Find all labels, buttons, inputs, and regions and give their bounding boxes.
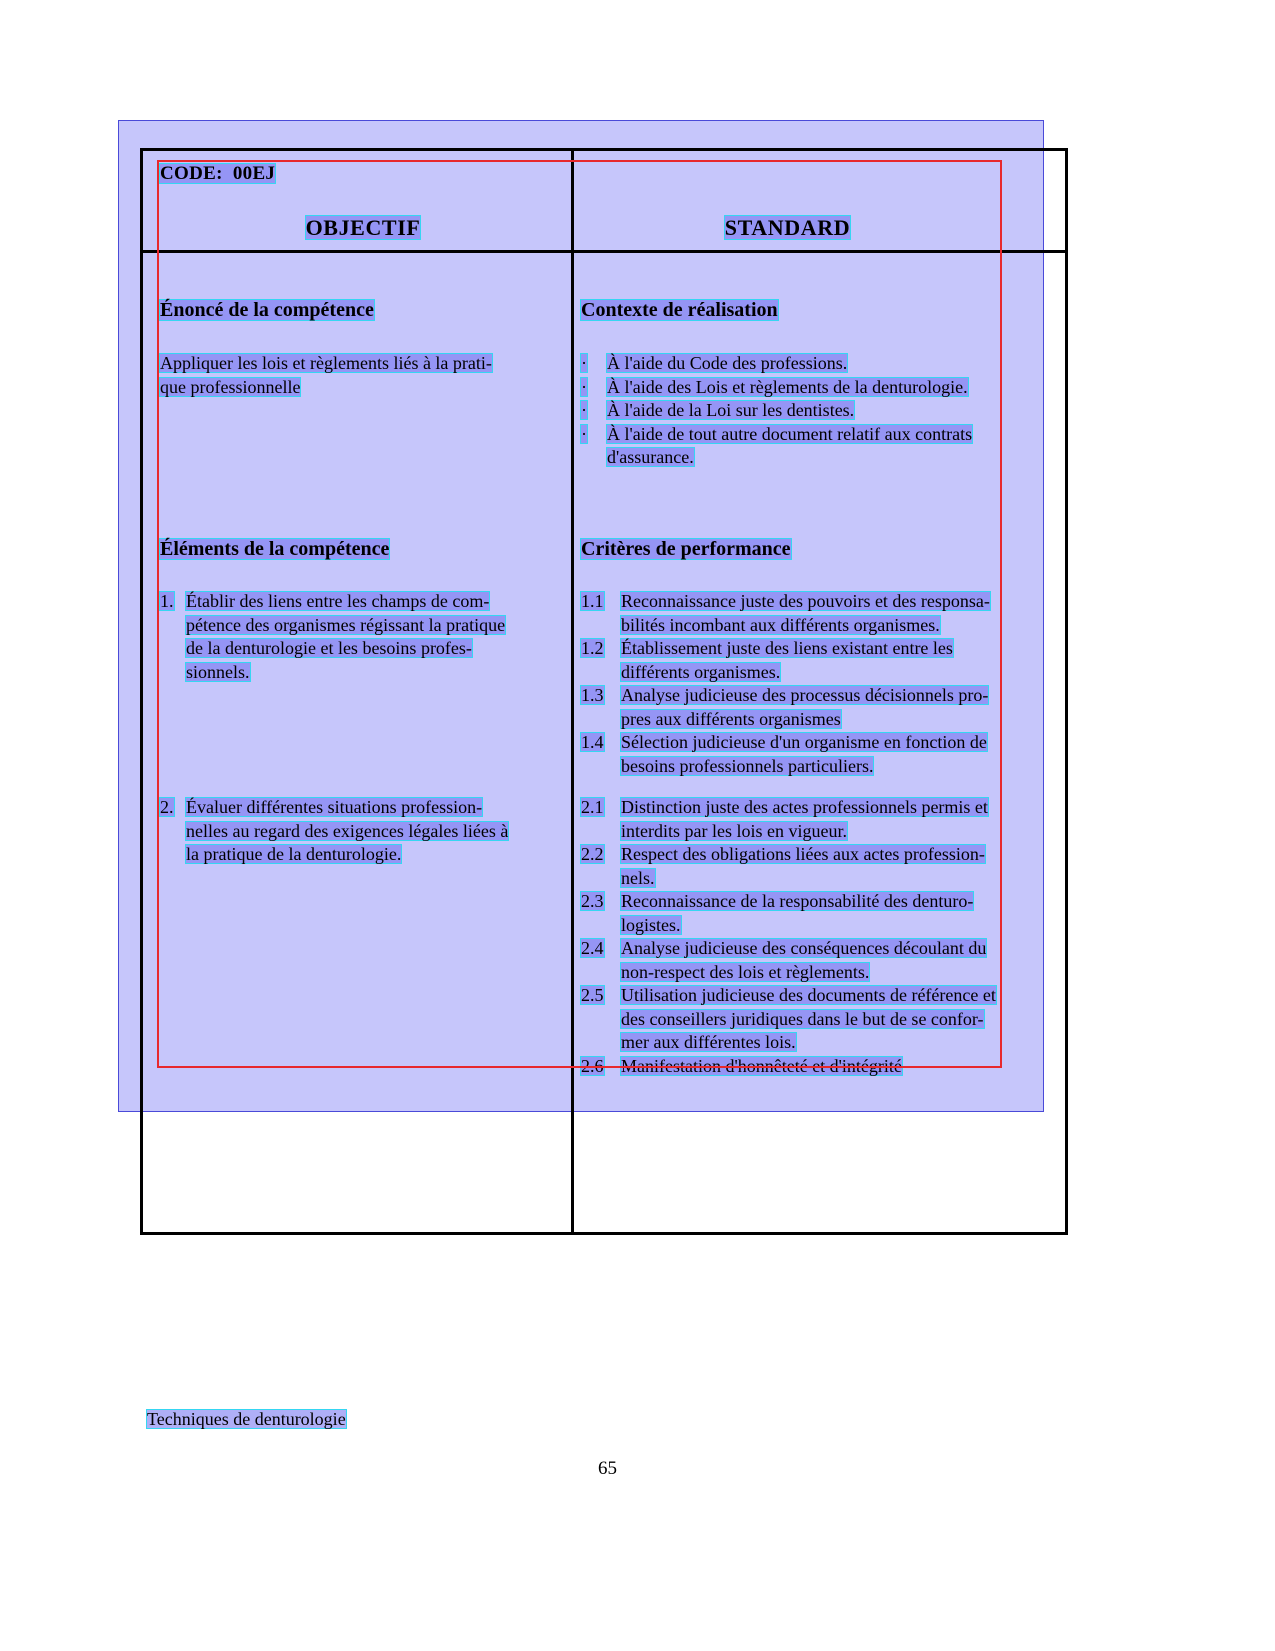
code-line: [159, 163, 276, 185]
left-section1-text: Appliquer les lois et règlements liés à la prati- que professionnelle: [160, 353, 492, 397]
right-section1-title: Contexte de réalisation: [581, 299, 778, 321]
context-list: [580, 352, 1058, 470]
element-number: 1.: [160, 591, 174, 611]
left-section1-title: Énoncé de la compétence: [160, 299, 374, 321]
criteria-number: 1.2: [581, 638, 604, 658]
element-number: 2.: [160, 797, 174, 817]
header-objectif-text: OBJECTIF: [305, 215, 421, 240]
code-value: 00EJ: [232, 163, 276, 184]
criteria-number: 2.4: [581, 938, 604, 958]
header-rule: [140, 250, 1068, 253]
bullet-icon: ·: [581, 376, 587, 397]
criteria-number: 1.3: [581, 685, 604, 705]
criteria-item: 2.2 Respect des obligations liées aux actes profession- nels.: [581, 844, 985, 888]
context-item: · À l'aide du Code des professions.: [581, 353, 848, 373]
criteria-item: 1.2 Établissement juste des liens existant entre les différents organismes.: [581, 638, 953, 682]
bullet-icon: ·: [581, 400, 587, 420]
context-item: · À l'aide des Lois et règlements de la denturologie.: [581, 376, 968, 397]
criteria-number: 2.3: [581, 891, 604, 911]
right-section2-title: Critères de performance: [581, 538, 791, 560]
criteria-item: 2.4 Analyse judicieuse des conséquences découlant du non-respect des lois et règlements.: [581, 938, 987, 982]
criteria-number: 1.4: [581, 732, 604, 752]
bullet-icon: ·: [581, 353, 587, 373]
header-objectif: [157, 215, 569, 241]
header-standard-text: STANDARD: [724, 215, 851, 240]
page-number: 65: [598, 1458, 617, 1479]
header-standard: [575, 215, 1000, 241]
criteria-item: 1.3 Analyse judicieuse des processus décisionnels pro- pres aux différents organismes: [581, 685, 989, 729]
bullet-icon: ·: [581, 423, 587, 444]
left-section2-title: Éléments de la compétence: [160, 538, 390, 560]
criteria-number: 2.1: [581, 797, 604, 817]
criteria-item: 1.4 Sélection judicieuse d'un organisme en fonction de besoins professionnels particuliers.: [581, 732, 987, 776]
criteria-group-1: [580, 590, 1058, 778]
criteria-number: 1.1: [581, 591, 604, 611]
criteria-number: 2.6: [581, 1055, 604, 1076]
criteria-item: 2.5 Utilisation judicieuse des documents de référence et des conseillers juridiques dans le but de se confor- mer aux différentes lois.: [581, 985, 996, 1052]
left-element-1: 1. Établir des liens entre les champs de com- pétence des organismes régissant la pratique de la denturologie et les besoins profes- sionnels.: [160, 591, 506, 682]
code-label: CODE:: [160, 163, 223, 184]
context-item: · À l'aide de la Loi sur les dentistes.: [581, 400, 855, 420]
criteria-item: 2.6 Manifestation d'honnêteté et d'intégrité: [581, 1055, 902, 1076]
criteria-group-2: [580, 796, 1058, 1078]
left-element-2: 2. Évaluer différentes situations profession- nelles au regard des exigences légales liées à la pratique de la denturologie.: [160, 797, 509, 864]
footer-program: Techniques de denturologie: [147, 1409, 346, 1429]
column-divider: [571, 148, 574, 1235]
criteria-item: 2.3 Reconnaissance de la responsabilité des denturo- logistes.: [581, 891, 974, 935]
criteria-item: 2.1 Distinction juste des actes professionnels permis et interdits par les lois en vigueur.: [581, 797, 988, 841]
criteria-number: 2.5: [581, 985, 604, 1005]
context-item: · À l'aide de tout autre document relatif aux contrats d'assurance.: [581, 423, 973, 467]
criteria-number: 2.2: [581, 844, 604, 864]
criteria-item: 1.1 Reconnaissance juste des pouvoirs et des responsa- bilités incombant aux différents organismes.: [581, 591, 990, 635]
